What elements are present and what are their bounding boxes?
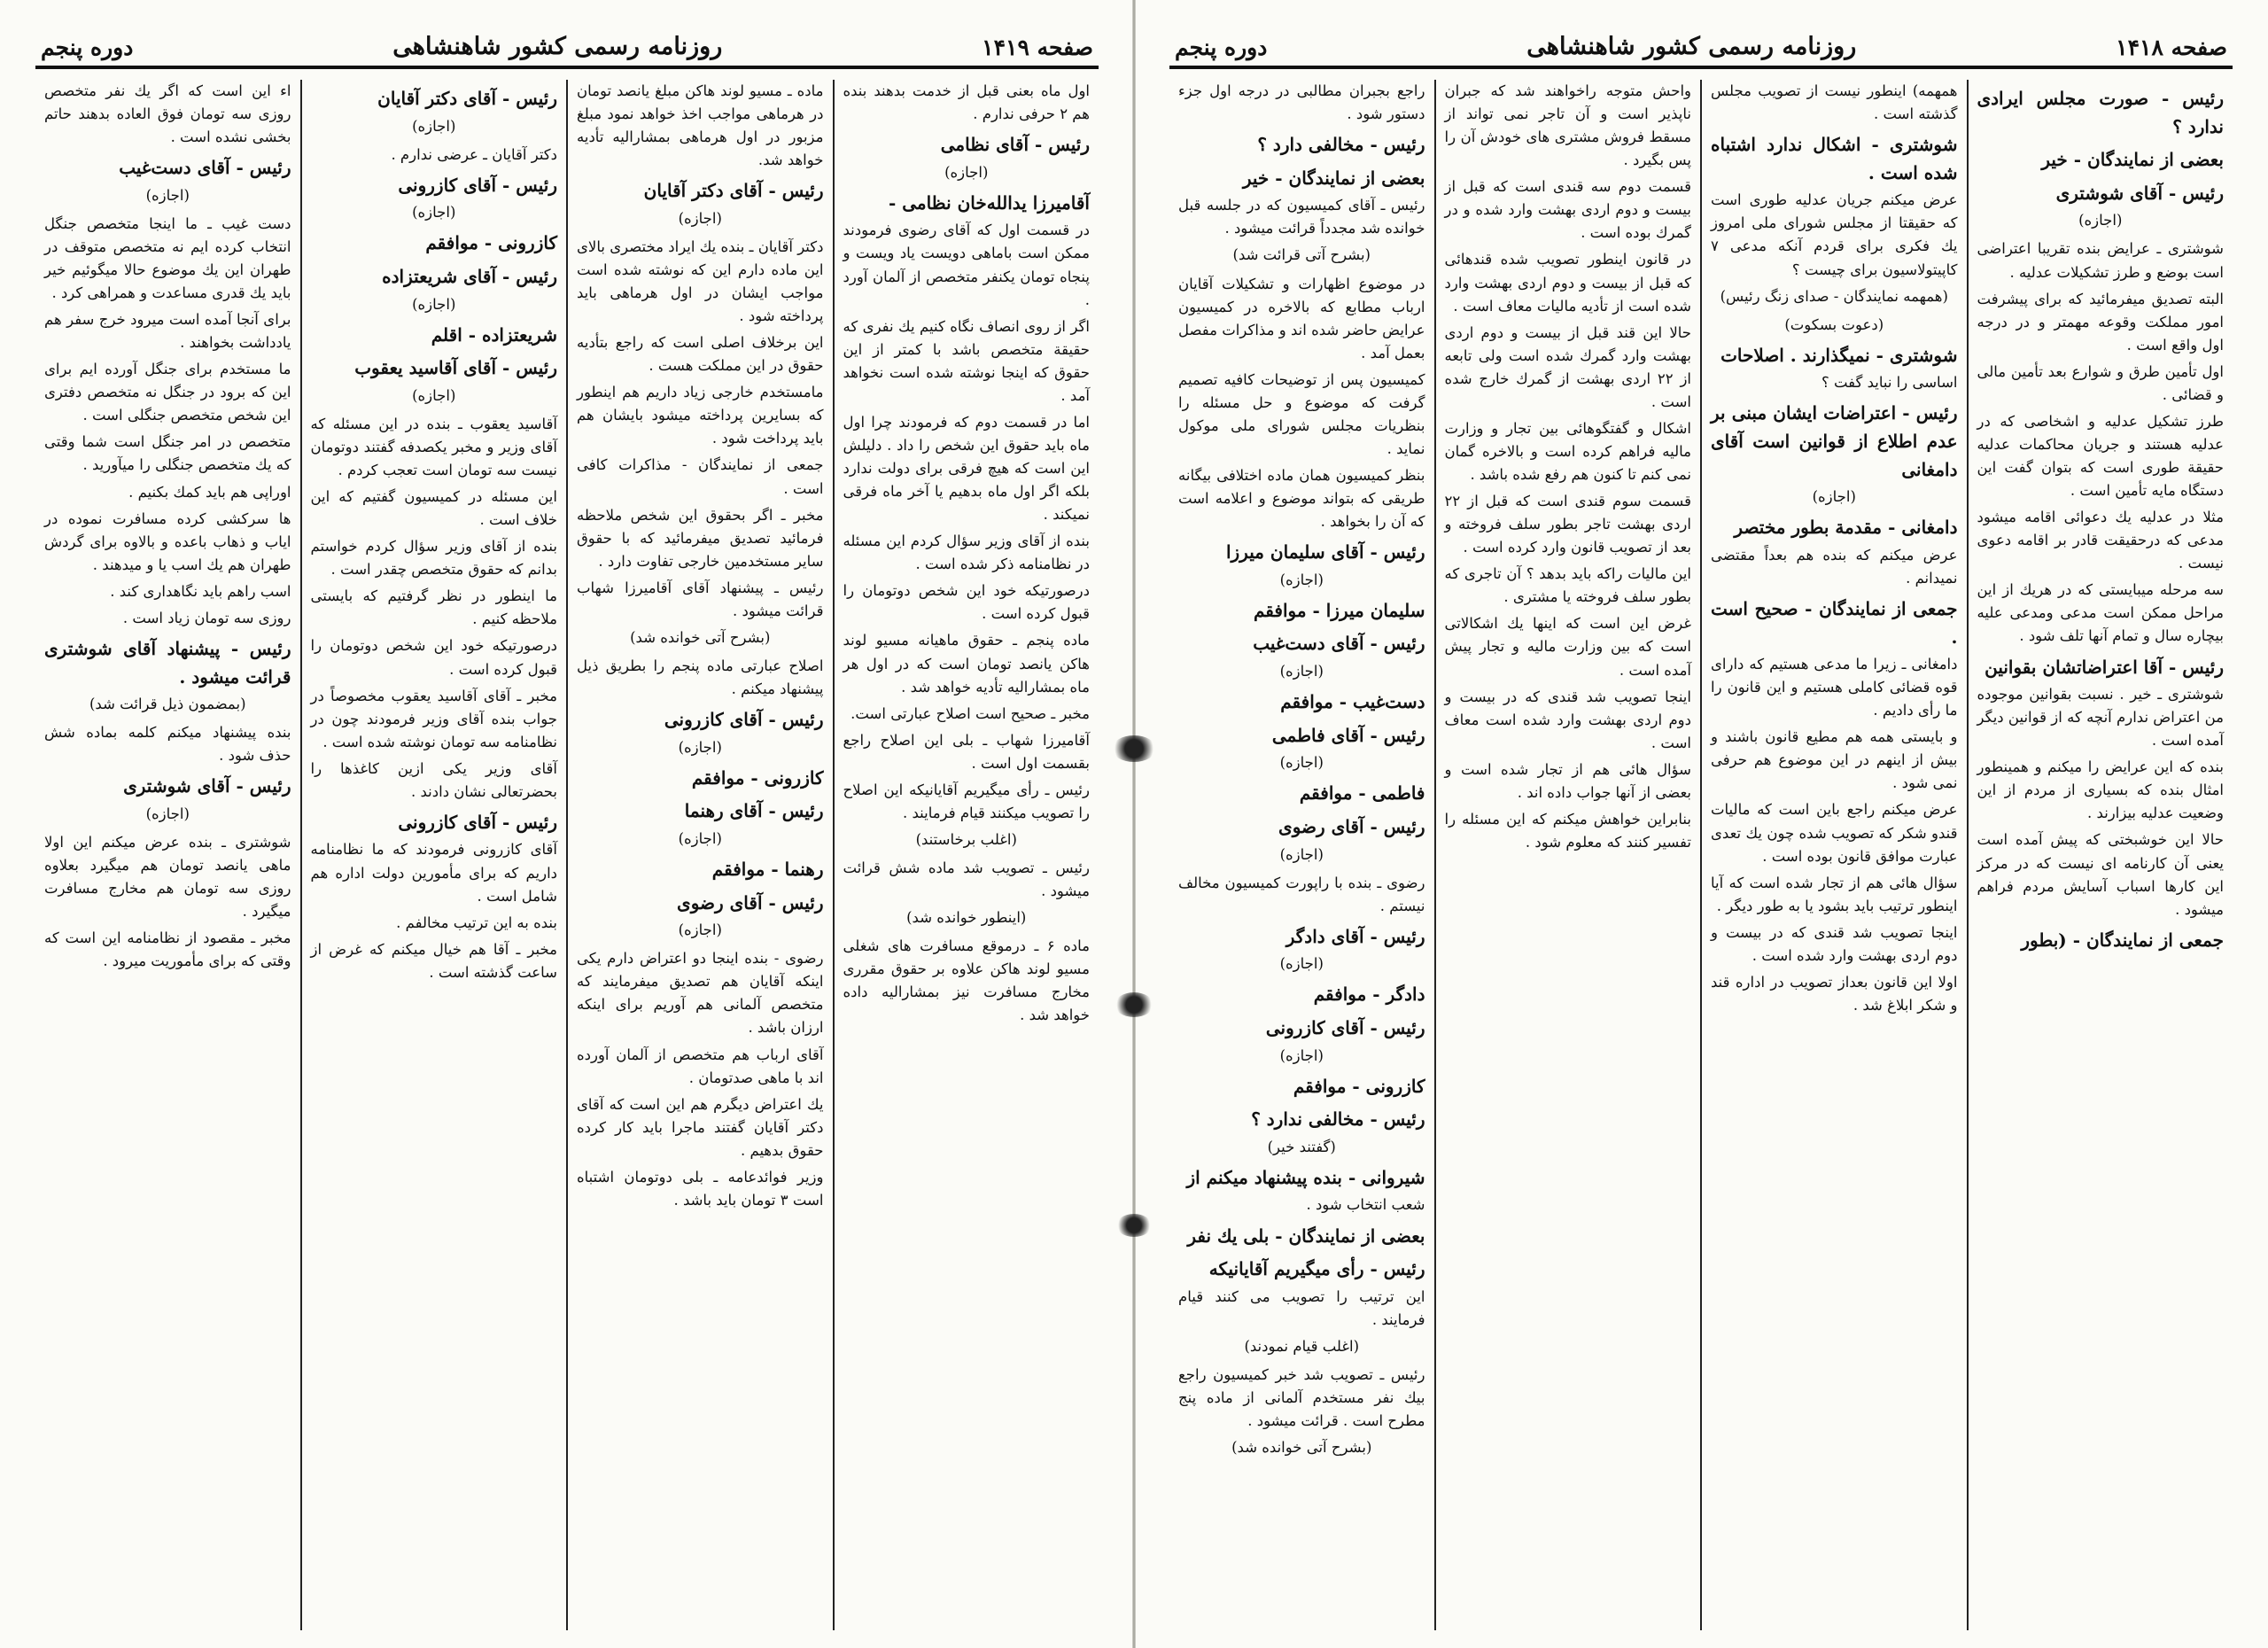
- text-paragraph: رئیس ـ رأی میگیریم آقایانیکه این اصلاح را تصویب میکنند قیام فرمایند .: [843, 781, 1090, 821]
- right-page: [1134, 0, 2268, 1648]
- speaker-line: رئیس - آقای دادگر: [1285, 925, 1425, 947]
- speaker-line: آقامیرزا یدالله‌خان نظامی -: [888, 191, 1090, 214]
- speaker-line: رئیس - مخالفی ندارد ؟: [1251, 1108, 1425, 1131]
- text-paragraph: دکتر آقایان ـ بنده یك ایراد مختصری بالای این ماده دارم این که نوشته شده است مواجب ایشان در اول هرماهی باید پرداخته شود .: [577, 237, 824, 325]
- parenthetical-note: (اجازه): [678, 921, 722, 939]
- speaker-line: رئیس - آقای کازرونی: [398, 174, 557, 196]
- text-paragraph: غرض این است که اینها یك اشکالاتی است که بین وزارت مالیه و تجار پیش آمده است .: [1444, 615, 1691, 679]
- speaker-line: کازرونی - موافقم: [691, 766, 824, 789]
- speaker-line: کازرونی - موافقم: [1293, 1075, 1425, 1097]
- parenthetical-note: (اجازه): [412, 117, 456, 135]
- text-paragraph: بنده به این ترتیب مخالفم .: [396, 913, 557, 931]
- text-paragraph: قسمت سوم قندی است که قبل از ۲۲ اردی بهشت تاجر بطور سلف فروخته و بعد از تصویب قانون وارد کرده است .: [1444, 493, 1691, 556]
- text-paragraph: اول تأمین طرق و شوارع بعد تأمین مالی و قضائی .: [1977, 362, 2224, 403]
- speaker-line: رئیس - صورت مجلس ایرادی ندارد ؟: [1977, 88, 2224, 137]
- right-columns: [1169, 80, 2233, 1630]
- speaker-line: بعضی از نمایندگان - خیر: [2041, 149, 2224, 171]
- text-paragraph: طرز تشکیل عدلیه و اشخاصی که در عدلیه هستند و جریان محاکمات عدلیه حقیقة طوری است که بتوان گفت این دستگاه مایه تأمین است .: [1977, 412, 2224, 500]
- text-paragraph: اول ماه بعنی قبل از خدمت بدهند بنده هم ۲ حرفی ندارم .: [843, 82, 1090, 123]
- left-page-header: [35, 16, 1099, 69]
- left-edition: دوره پنجم: [41, 35, 134, 60]
- text-paragraph: در موضوع اظهارات و تشکیلات آقایان ارباب مطابع که بالاخره در کمیسیون عرایض حاضر شده اند و مذاکرات مفصل بعمل آمد .: [1178, 275, 1425, 361]
- text-paragraph: دکتر آقایان ـ عرضی ندارم .: [391, 145, 557, 163]
- text-paragraph: حالا این قند قبل از بیست و دوم اردی بهشت وارد گمرك شده است ولی تابعه از ۲۲ اردی بهشت از گمرك خارج شده است .: [1444, 323, 1691, 410]
- text-paragraph: حالا این خوشبختی که پیش آمده است یعنی آن کارنامه ای نیست که در مرکز این کارها اسباب آسایش مردم فراهم میشود .: [1977, 831, 2224, 918]
- speaker-line: رئیس - آقای فاطمی: [1271, 724, 1425, 746]
- text-paragraph: البته تصدیق میفرمائید که برای پیشرفت امور مملکت وقوعه مهمتر و در درجه اول واقع است .: [1977, 290, 2224, 354]
- parenthetical-note: (اجازه): [145, 186, 190, 204]
- text-paragraph: رئیس ـ پیشنهاد آقای آقامیرزا شهاب قرائت میشود .: [577, 579, 824, 619]
- speaker-line: رئیس - آقای شوشتری: [123, 775, 291, 797]
- text-paragraph: مخبر ـ مقصود از نظامنامه این است که وقتی که برای مأموریت میرود .: [44, 929, 291, 970]
- text-paragraph: واحش متوجه راخواهند شد که جبران ناپذیر است و آن تاجر نمی تواند از مسقط فروش مشتری های خودش آن را پس بگیرد .: [1444, 82, 1691, 169]
- text-paragraph: کمیسیون پس از توضیحات کافیه تصمیم گرفت که موضوع و حل مسئله را بنظریات مجلس شورای ملی موکول نماید .: [1178, 370, 1425, 457]
- speaker-line: شوشتری - اشکال ندارد اشتباه شده است .: [1711, 134, 1958, 183]
- text-paragraph: مخبر ـ صحیح است اصلاح عبارتی است.: [850, 704, 1090, 722]
- text-paragraph: رضوی - بنده اینجا دو اعتراض دارم یکی اینکه آقایان هم تصدیق میفرمایند که متخصص آلمانی هم آوریم برای اینکه ارزان باشد .: [577, 950, 824, 1037]
- text-paragraph: شوشتری ـ بنده عرض میکنم این اولا ماهی یانصد تومان هم میگیرد بعلاوه روزی سه تومان هم مخارج مسافرت میگیرد .: [44, 833, 291, 921]
- parenthetical-note: (اجازه): [1279, 845, 1324, 863]
- parenthetical-note: (اغلب برخاستند): [915, 830, 1017, 848]
- right-newspaper-title: روزنامه رسمی کشور شاهنشاهی: [1526, 33, 1857, 60]
- text-paragraph: دامغانی ـ زیرا ما مدعی هستیم که دارای قوه قضائی کاملی هستیم و این قانون را ما رأی دادیم .: [1711, 656, 1958, 719]
- text-paragraph: سه مرحله میبایستی که در هریك از این مراحل ممکن است مدعی ومدعی علیه بیچاره سال و تمام آنها تلف شود .: [1977, 581, 2224, 645]
- parenthetical-note: (اجازه): [412, 204, 456, 222]
- parenthetical-note: (اجازه): [1279, 663, 1324, 680]
- speaker-line: بعضی از نمایندگان - بلی یك نفر: [1187, 1224, 1425, 1247]
- text-paragraph: عرض میکنم راجع باین است که مالیات قندو شکر که تصویب شده چون یك تعدی عبارت موافق قانون بوده است .: [1711, 801, 1958, 865]
- parenthetical-note: (بشرح آتی خوانده شد): [630, 628, 771, 646]
- speaker-line: رئیس - آقای دست‌غیب: [119, 157, 291, 179]
- speaker-line: جمعی از نمایندگان - صحیح است .: [1711, 597, 1958, 648]
- text-paragraph: این مالیات راکه باید بدهد ؟ آن تاجری که بطور سلف فروخته یا مشتری .: [1444, 565, 1691, 606]
- text-paragraph: یك اعتراض دیگرم هم این است که آقای دکتر آقایان گفتند ماجرا باید کار کرده حقوق بدهیم .: [577, 1095, 824, 1159]
- text-paragraph: درصورتیکه خود این شخص دوتومان را قبول کرده است .: [310, 637, 557, 678]
- text-paragraph: عرض میکنم جریان عدلیه طوری است که حقیقتا از مجلس شورای ملی امروز یك فکری برای قردم آنکه مدعی ۷ کاپیتولاسیون برای چیست ؟: [1711, 191, 1958, 278]
- text-paragraph: ما مستخدم برای جنگل آورده ایم برای این که برود در جنگل نه متخصص دفتری این شخص متخصص جنگلی است .: [44, 361, 291, 424]
- left-column-4: [35, 80, 300, 1630]
- text-paragraph: اگر از روی انصاف نگاه کنیم یك نفری که حقیقة متخصص باشد با کمتر از این حقوق که اینجا نوشته شده است نخواهد آمد .: [843, 317, 1090, 404]
- text-paragraph: ها سرکشی کرده مسافرت نموده در ایاب و ذهاب باعده و بالاوه برای گردش طهران هم یك اسب یا و میدهند .: [44, 509, 291, 573]
- left-column-1: [835, 80, 1099, 1630]
- text-paragraph: رئیس ـ تصویب شد خبر کمیسیون راجع بیك نفر مستخدم آلمانی از ماده پنج مطرح است . قرائت میشود .: [1178, 1365, 1425, 1430]
- speaker-line: سلیمان میرزا - موافقم: [1253, 599, 1425, 621]
- text-paragraph: اساسی را نباید گفت ؟: [1821, 374, 1958, 392]
- text-paragraph: بنده از آقای وزیر سؤال کردم این مسئله در نظامنامه ذکر شده است .: [843, 532, 1090, 573]
- speaker-line: رئیس - آقای رهنما: [684, 800, 824, 822]
- text-paragraph: راجع بجبران مطالبی در درجه اول جزء دستور شود .: [1178, 82, 1425, 123]
- text-paragraph: در قسمت اول که آقای رضوی فرمودند ممکن است باماهی دویست یاد ویست و پنجاه تومان یکنفر متخصص از آلمان آورد .: [843, 222, 1090, 308]
- text-paragraph: درصورتیکه خود این شخص دوتومان را قبول کرده است .: [843, 582, 1090, 623]
- speaker-line: جمعی از نمایندگان - (بطور: [2021, 929, 2224, 951]
- text-paragraph: رئیس ـ آقای کمیسیون که در جلسه قبل خوانده شد مجدداً قرائت میشود .: [1178, 197, 1425, 237]
- parenthetical-note: (اجازه): [678, 738, 722, 756]
- text-paragraph: بنابراین خواهش میکنم که این مسئله را تفسیر کنند که معلوم شود .: [1444, 810, 1691, 851]
- speaker-line: رئیس - آقای آقاسید یعقوب: [354, 357, 557, 379]
- text-paragraph: ماده ـ مسیو لوند هاکن مبلغ یانصد تومان در هرماهی مواجب اخذ خواهد نمود مبلغ مزبور در اول هرماهی بمشارالیه تأدیه خواهد شد.: [577, 82, 824, 169]
- parenthetical-note: (اجازه): [678, 209, 722, 227]
- text-paragraph: ماده پنجم ـ حقوق ماهیانه مسیو لوند هاکن یانصد تومان است که در اول هر ماه بمشارالیه تأدیه خواهد شد .: [843, 632, 1090, 696]
- parenthetical-note: (اجازه): [1812, 488, 1856, 506]
- text-paragraph: شوشتری ـ خیر . نسبت بقوانین موجوده من اعتراض ندارم آنچه که از قوانین دیگر آمده است .: [1977, 686, 2224, 750]
- text-paragraph: اما در قسمت دوم که فرمودند چرا اول ماه باید حقوق این شخص را داد . دلیلش این است که هیچ فرقی برای دولت ندارد بلکه اگر اول ماه بدهیم یا آخر ماه فرقی نمیکند .: [843, 413, 1090, 524]
- parenthetical-note: (دعوت بسکوت): [1784, 315, 1884, 333]
- text-paragraph: اصلاح عبارتی ماده پنجم را بطریق ذیل پیشنهاد میکنم .: [577, 657, 824, 698]
- parenthetical-note: (همهمه نمایندگان - صدای زنگ رئیس): [1720, 287, 1948, 305]
- parenthetical-note: (بمضمون ذیل قرائت شد): [89, 696, 246, 713]
- left-columns: [35, 80, 1099, 1630]
- parenthetical-note: (اجازه): [412, 295, 456, 313]
- text-paragraph: شوشتری ـ عرایض بنده تقریبا اعتراضی است بوضع و طرز تشکیلات عدلیه .: [1977, 240, 2224, 281]
- speaker-line: رئیس - آقای شریعتزاده: [382, 265, 557, 287]
- speaker-line: رئیس - آقای کازرونی: [1265, 1016, 1425, 1038]
- text-paragraph: همهمه) اینطور نیست از تصویب مجلس گذشته است .: [1711, 82, 1958, 123]
- text-paragraph: آقای وزیر یکی ازین کاغذها را بحضرتعالی نشان دادند .: [310, 759, 557, 800]
- text-paragraph: مخبر ـ اگر بحقوق این شخص ملاحظه فرمائید تصدیق میفرمائید که با حقوق سایر مستخدمین خارجی تفاوت دارد .: [577, 506, 824, 570]
- text-paragraph: اوراپی هم باید کمك بکنیم .: [128, 483, 291, 501]
- speaker-line: فاطمی - موافقم: [1299, 782, 1425, 805]
- speaker-line: رئیس - آقای دکتر آقایان: [643, 180, 824, 202]
- text-paragraph: ما اینطور در نظر گرفتیم که بایستی ملاحظه کنیم .: [310, 587, 557, 628]
- right-column-1: [1969, 80, 2233, 1630]
- text-paragraph: دست غیب ـ ما اینجا متخصص جنگل انتخاب کرده ایم نه متخصص متوقف در طهران این یك موضوع حالا میگوئیم خیر باید یك قدری مساعدت و همراهی کرد .: [44, 214, 291, 302]
- speaker-line: دادگر - موافقم: [1313, 983, 1425, 1006]
- speaker-line: رئیس - اعتراضات ایشان مبنی بر عدم اطلاع از قوانین است آقای دامغانی: [1711, 402, 1958, 480]
- text-paragraph: رضوی ـ بنده با راپورت کمیسیون مخالف نیستم .: [1178, 874, 1425, 914]
- speaker-line: رئیس - آقای کازرونی: [664, 709, 824, 731]
- text-paragraph: این مسئله در کمیسیون گفتیم که این خلاف است .: [310, 488, 557, 529]
- text-paragraph: اینجا تصویب شد قندی که در بیست و دوم اردی بهشت وارد شده است معاف است .: [1444, 688, 1691, 751]
- speaker-line: رئیس - آقای سلیمان میرزا: [1225, 541, 1425, 564]
- right-edition: دوره پنجم: [1175, 35, 1268, 60]
- parenthetical-note: (اجازه): [412, 386, 456, 404]
- speaker-line: رئیس - آقا اعتراضاتشان بقوانین: [1984, 656, 2224, 678]
- text-paragraph: مخبر ـ آقا هم خیال میکنم که غرض از ساعت گذشته است .: [310, 940, 557, 981]
- text-paragraph: آقای ارباب هم متخصص از آلمان آورده اند با ماهی صدتومان .: [577, 1046, 824, 1086]
- right-page-header: [1169, 16, 2233, 69]
- text-paragraph: آقای کازرونی فرمودند که ما نظامنامه داریم که برای مأمورین دولت اداره هم شامل است .: [310, 841, 557, 905]
- parenthetical-note: (گفتند خیر): [1267, 1138, 1336, 1155]
- speaker-line: دامغانی - مقدمة بطور مختصر: [1734, 517, 1958, 539]
- left-column-3: [302, 80, 567, 1630]
- speaker-line: رئیس - آقای دکتر آقایان: [377, 88, 557, 109]
- binding-mark: [1115, 992, 1153, 1017]
- text-paragraph: سؤال هائی هم از تجار شده است و بعضی از آنها جواب داده اند .: [1444, 760, 1691, 801]
- right-column-4: [1169, 80, 1434, 1630]
- speaker-line: رئیس - آقای کازرونی: [398, 811, 557, 833]
- parenthetical-note: (اجازه): [1279, 1046, 1324, 1064]
- text-paragraph: جمعی از نمایندگان - مذاکرات کافی است .: [577, 456, 824, 497]
- speaker-line: شوشتری - نمیگذارند . اصلاحات: [1720, 344, 1958, 366]
- binding-mark: [1112, 735, 1156, 762]
- parenthetical-note: (اجازه): [944, 163, 989, 181]
- speaker-line: دست‌غیب - موافقم: [1280, 691, 1425, 713]
- speaker-line: رئیس - آقای رضوی: [677, 891, 824, 913]
- text-paragraph: مامستخدم خارجی زیاد داریم هم اینطور که بسایرین پرداخته میشود بایشان هم باید پرداخت شود .: [577, 384, 824, 447]
- left-newspaper-title: روزنامه رسمی کشور شاهنشاهی: [392, 33, 723, 60]
- text-paragraph: اولا این قانون بعداز تصویب در اداره قند و شکر ابلاغ شد .: [1711, 973, 1958, 1014]
- parenthetical-note: (اغلب قیام نمودند): [1244, 1337, 1360, 1355]
- speaker-line: رئیس - پیشنهاد آقای شوشتری قرائت میشود .: [44, 637, 291, 688]
- text-paragraph: اینجا تصویب شد قندی که در بیست و دوم اردی بهشت وارد شده است .: [1711, 923, 1958, 964]
- right-page-number: صفحه ۱۴۱۸: [2116, 35, 2227, 60]
- speaker-line: رئیس - آقای نظامی: [940, 134, 1090, 156]
- text-paragraph: بنده از آقای وزیر سؤال کردم خواستم بدانم که حقوق متخصص چقدر است .: [310, 538, 557, 579]
- speaker-line: رئیس - آقای رضوی: [1278, 815, 1425, 837]
- speaker-line: کازرونی - موافقم: [425, 232, 557, 254]
- right-column-3: [1436, 80, 1701, 1630]
- text-paragraph: آقامیرزا شهاب ـ بلی این اصلاح راجع بقسمت اول است .: [843, 731, 1090, 772]
- text-paragraph: مخبر ـ آقای آقاسید یعقوب مخصوصاً در جواب بنده آقای وزیر فرمودند چون در نظامنامه سه تومان نوشته شده است .: [310, 687, 557, 750]
- text-paragraph: بنده که این عرایض را میکنم و همینطور امثال بنده که بسیاری از مردم از این وضعیت عدلیه بیزارند .: [1977, 758, 2224, 822]
- text-paragraph: ماده ۶ ـ درموقع مسافرت های شغلی مسیو لوند هاکن علاوه بر حقوق مقرری مخارج مسافرت نیز بمشارالیه داده خواهد شد .: [843, 937, 1090, 1024]
- text-paragraph: این برخلاف اصلی است که راجع بتأدیه حقوق در این مملکت هست .: [577, 334, 824, 375]
- speaker-line: رئیس - آقای دست‌غیب: [1253, 633, 1425, 655]
- speaker-line: رئیس - آقای شوشتری: [2055, 182, 2224, 204]
- parenthetical-note: (اجازه): [2078, 212, 2123, 229]
- speaker-line: شریعتزاده - اقلم: [431, 323, 557, 346]
- text-paragraph: آقاسید یعقوب ـ بنده در این مسئله که آقای وزیر و مخبر یکصدفه گفتند دوتومان نیست سه تومان است تعجب کردم .: [310, 415, 557, 478]
- parenthetical-note: (اجازه): [1279, 571, 1324, 588]
- text-paragraph: سؤال هائی هم از تجار شده است که آیا اینطور ترتیب باید بشود یا به طور دیگر .: [1711, 874, 1958, 914]
- text-paragraph: این ترتیب را تصویب می کنند قیام فرمایند .: [1178, 1287, 1425, 1328]
- speaker-line: شیروانی - بنده پیشنهاد میکنم از: [1186, 1166, 1425, 1188]
- speaker-line: رئیس - مخالفی دارد ؟: [1257, 134, 1425, 156]
- text-paragraph: متخصص در امر جنگل است شما وقتی که یك متخصص جنگلی را میآورید .: [44, 433, 291, 474]
- text-paragraph: قسمت دوم سه قندی است که قبل از بیست و دوم اردی بهشت وارد شده و در گمرك بوده است .: [1444, 178, 1691, 242]
- binding-mark: [1116, 1214, 1152, 1237]
- parenthetical-note: (بشرح آتی قرائت شد): [1232, 246, 1371, 264]
- parenthetical-note: (اجازه): [1279, 955, 1324, 973]
- left-page-number: صفحه ۱۴۱۹: [982, 35, 1093, 60]
- text-paragraph: در قانون اینطور تصویب شده قندهائی که قبل از بیست و دوم اردی بهشت وارد شده است از تأدیه مالیات معاف است .: [1444, 251, 1691, 315]
- text-paragraph: روزی سه تومان زیاد است .: [122, 609, 291, 626]
- text-paragraph: بنظر کمیسیون همان ماده اختلافی بیگانه طریقی که بتواند موضوع و اعلامه است که آن را بخواهد .: [1178, 467, 1425, 531]
- text-paragraph: اشکال و گفتگوهائی بین تجار و وزارت مالیه فراهم کرده است و بالاخره گمان نمی کنم تا کنون هم رفع شده باشد .: [1444, 419, 1691, 483]
- parenthetical-note: (اجازه): [1279, 754, 1324, 772]
- right-column-2: [1702, 80, 1967, 1630]
- speaker-line: بعضی از نمایندگان - خیر: [1242, 167, 1425, 189]
- text-paragraph: برای آنجا آمده است میرود خرج سفر هم یادداشت بخواهند .: [44, 311, 291, 352]
- parenthetical-note: (اجازه): [145, 805, 190, 822]
- speaker-line: رئیس - رأی میگیریم آقایانیکه: [1208, 1258, 1425, 1280]
- text-paragraph: وزیر فوائدعامه ـ بلی دوتومان اشتباه است ۳ تومان باید باشد .: [577, 1168, 824, 1209]
- text-paragraph: رئیس ـ تصویب شد ماده شش قرائت میشود .: [843, 859, 1090, 900]
- text-paragraph: عرض میکنم که بنده هم بعداً مقتضی نمیدانم .: [1711, 546, 1958, 587]
- left-column-2: [568, 80, 833, 1630]
- text-paragraph: و بایستی همه هم مطیع قانون باشند و بیش از اینهم در این موضوع هم حرفی نمی شود .: [1711, 728, 1958, 792]
- text-paragraph: اء این است که اگر یك نفر متخصص روزی سه تومان فوق العاده بدهند حاتم بخشی نشده است .: [44, 82, 291, 146]
- text-paragraph: اسب راهم باید نگاهداری کند .: [110, 582, 291, 600]
- parenthetical-note: (اجازه): [678, 829, 722, 847]
- parenthetical-note: (بشرح آتی خوانده شد): [1231, 1439, 1372, 1457]
- speaker-line: رهنما - موافقم: [711, 859, 824, 880]
- text-paragraph: بنده پیشنهاد میکنم کلمه بماده شش حذف شود .: [44, 724, 291, 765]
- parenthetical-note: (اینطور خوانده شد): [906, 909, 1027, 927]
- text-paragraph: مثلا در عدلیه یك دعوائی اقامه میشود مدعی که درحقیقت قادر بر اقامه دعوی نیست .: [1977, 509, 2224, 572]
- text-paragraph: شعب انتخاب شود .: [1306, 1196, 1425, 1214]
